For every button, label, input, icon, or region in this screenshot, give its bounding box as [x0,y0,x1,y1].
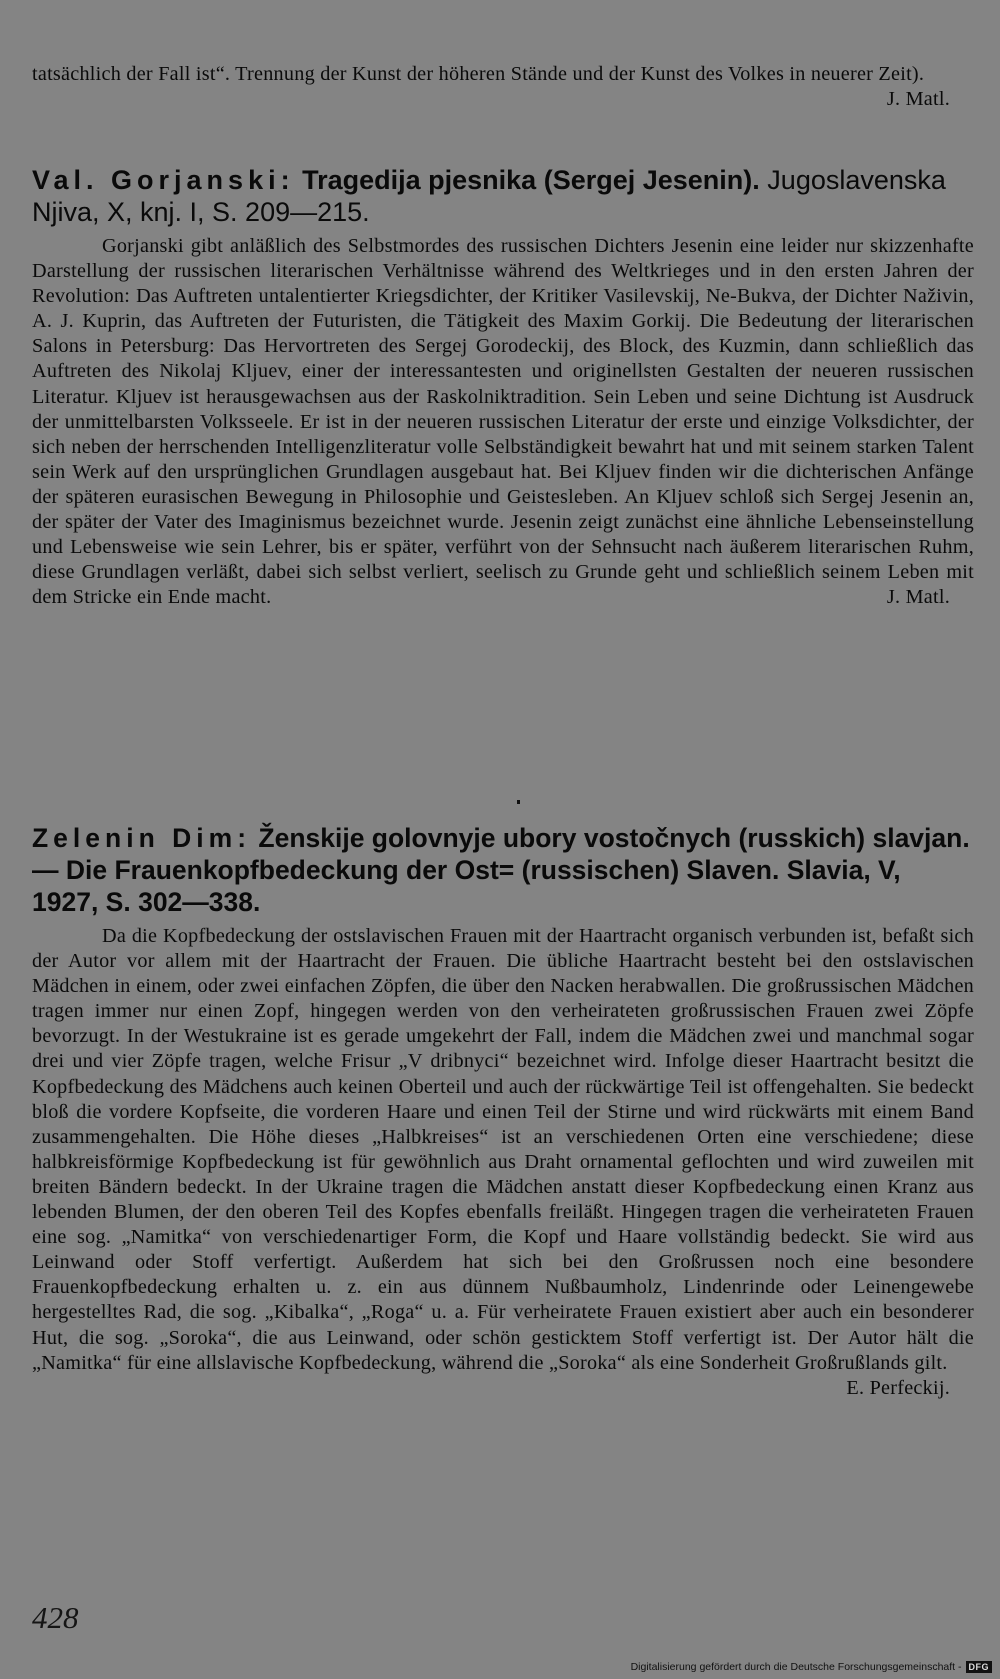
review2-heading [32,822,974,918]
review1-signature: J. Matl. [886,586,950,609]
review2-title: Ženskije golovnyje ubory vostočnych (russkich) slavjan. — Die Frauenkopfbedeckung der Ost= (russischen) Slaven. Slavia, V, 1927, S. 302—338. [32,823,970,917]
review2-author: Zelenin Dim: [32,823,252,853]
review-zelenin [32,822,974,1401]
review2-body: Da die Kopfbedeckung der ostslavischen Frauen mit der Haartracht organisch verbunden ist, befaßt sich der Autor vor allem mit der Haartracht der Frauen. Die übliche Haartracht besteht bei den ostslavischen Mädchen in einem, oder zwei einfachen Zöpfen, die über den Nacken herabwallen. Die großrussischen Mädchen tragen immer nur einen Zopf, hingegen werden von den verheirateten großrussischen Frauen zwei Zöpfe bevorzugt. In der Westukraine ist es gerade umgekehrt der Fall, indem die Mädchen zwei und manchmal sogar drei und vier Zöpfe tragen, welche Frisur „V dribnyci“ bezeichnet wird. Infolge dieser Haartracht besitzt die Kopfbedeckung des Mädchens auch keinen Oberteil und auch der rückwärtige Teil ist offengehalten. Sie bedeckt bloß die vordere Kopfseite, die vorderen Haare und einen Teil der Stirne und wird rückwärts mit einem Band zusammengehalten. Die Höhe dieses „Halbkreises“ ist an verschiedenen Orten eine verschiedene; diese halbkreisförmige Kopfbedeckung ist für gewöhnlich aus Draht ornamental geflochten und wird zuweilen mit breiten Bändern bedeckt. In der Ukraine tragen die Mädchen anstatt dieser Kopfbedeckung einen Kranz aus lebenden Blumen, der den oberen Teil des Kopfes ebenfalls freiläßt. Hingegen tragen die verheirateten Frauen eine sog. „Namitka“ von verschiedenartiger Form, die Kopf und Haare vollständig bedeckt. Sie wird aus Leinwand oder Stoff verfertigt. Außerdem hat sich bei den Großrussen noch eine besondere Frauenkopfbedeckung erhalten u. z. ein aus dünnem Nußbaumholz, Lindenrinde oder Leinengewebe hergestelltes Rad, die sog. „Kibalka“, „Roga“ u. a. Für verheiratete Frauen existiert aber auch ein besonderer Hut, die sog. „Soroka“, die aus Leinwand, oder schön gesticktem Stoff verfertigt ist. Der Autor hält die „Namitka“ für eine allslavische Kopfbedeckung, während die „Soroka“ als eine Sonderheit Großrußlands gilt. [32,925,974,1374]
review-gorjanski [32,164,974,610]
footer [631,1661,992,1673]
dfg-logo: DFG [966,1661,993,1673]
footer-text: Digitalisierung gefördert durch die Deutsche Forschungsgemeinschaft - [630,1661,962,1673]
intro-text: tatsächlich der Fall ist“. Trennung der Kunst der höheren Stände und der Kunst des Volkes in neuerer Zeit). [32,63,925,85]
stray-mark [517,800,520,804]
intro-block [32,62,974,112]
page-number: 428 [32,1600,79,1635]
review1-author: Val. Gorjanski: [32,165,295,195]
review1-title: Tragedija pjesnika (Sergej Jesenin). [302,165,760,195]
review1-body: Gorjanski gibt anläßlich des Selbstmordes des russischen Dichters Jesenin eine leider nur skizzenhafte Darstellung der russischen literarischen Verhältnisse während des Weltkrieges und in den ersten Jahren der Revolution: Das Auftreten untalentierter Kriegsdichter, der Kritiker Vasilevskij, Ne-Bukva, der Dichter Naživin, A. J. Kuprin, das Auftreten der Futuristen, die Tätigkeit des Maxim Gorkij. Die Bedeutung der literarischen Salons in Petersburg: Das Hervortreten des Sergej Gorodeckij, des Block, des Kuzmin, dann schließlich das Auftreten des Nikolaj Kljuev, einer der interessantesten und originellsten Gestalten der neueren russischen Literatur. Kljuev ist herausgewachsen aus der Raskolniktradition. Sein Leben und seine Dichtung ist Ausdruck der unmittelbarsten Volksseele. Er ist in der neueren russischen Literatur der erste und einzige Volksdichter, der sich neben der herrschenden Intelligenzliteratur volle Selbständigkeit bewahrt hat und mit seinem starken Talent sein Werk auf den ursprünglichen Grundlagen ausgebaut hat. Bei Kljuev finden wir die dichterischen Anfänge der späteren eurasischen Bewegung in Philosophie und Geistesleben. An Kljuev schloß sich Sergej Jesenin an, der später der Vater des Imaginismus bezeichnet wurde. Jesenin zeigt zunächst eine ähnliche Lebenseinstellung und Lebensweise wie sein Lehrer, bis er später, verführt von der Sehnsucht nach äußerem literarischen Ruhm, diese Grundlagen verläßt, dabei sich selbst verliert, seelisch zu Grunde geht und schließlich seinem Leben mit dem Stricke ein Ende macht. [32,235,974,609]
intro-signature: J. Matl. [886,88,950,111]
review1-source: Jugoslavenska Njiva, X, knj. I, S. 209—215. [32,165,946,227]
review2-signature: E. Perfeckij. [846,1376,950,1399]
review1-heading [32,164,974,228]
